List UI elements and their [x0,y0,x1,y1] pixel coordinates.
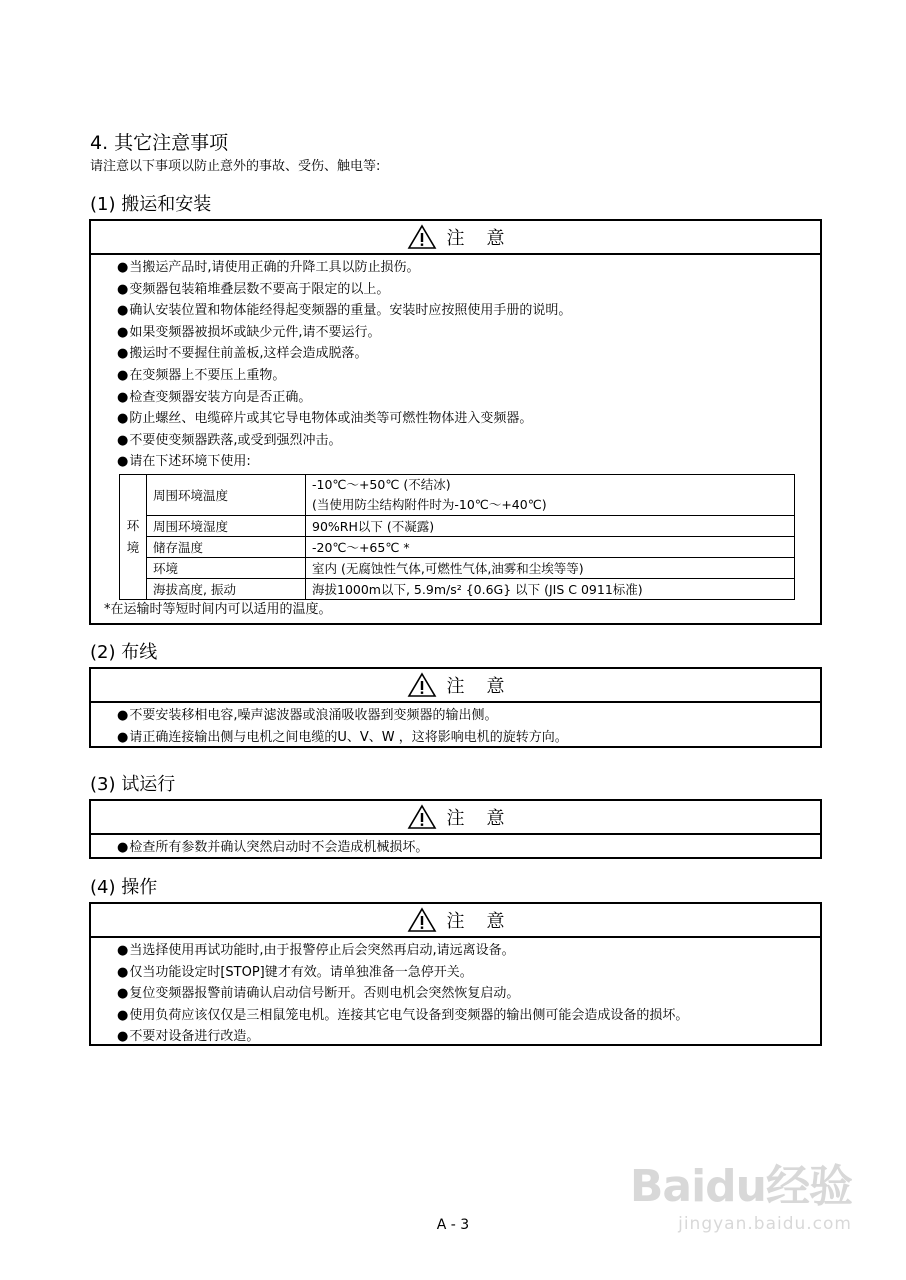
env-key: 环境 [147,557,306,578]
caution-header [91,669,820,703]
warning-triangle-icon [407,224,437,250]
list-item: ●不要安装移相电容,噪声滤波器或浪涌吸收器到变频器的输出侧。 [117,708,498,723]
env-side-label: 环 境 [120,474,147,599]
caution-label: 注意 [446,228,527,249]
caution-list [91,703,820,748]
list-item: ●当选择使用再试功能时,由于报警停止后会突然再启动,请远离设备。 [117,943,515,958]
list-item: ●不要使变频器跌落,或受到强烈冲击。 [117,432,342,448]
list-item: ●当搬运产品时,请使用正确的升降工具以防止损伤。 [117,260,420,275]
caution-header [91,801,820,835]
caution-list [91,938,820,1048]
caution-label: 注意 [446,911,527,932]
list-item: ●复位变频器报警前请确认启动信号断开。否则电机会突然恢复启动。 [117,986,520,1002]
list-item: ●不要对设备进行改造。 [117,1029,260,1045]
caution-header [91,904,820,938]
section-title-transport: (1) 搬运和安装 [90,194,212,215]
section-title-wiring: (2) 布线 [90,642,158,663]
warning-triangle-icon [407,672,437,698]
list-item: ●变频器包装箱堆叠层数不要高于限定的以上。 [117,281,390,297]
page-number: A - 3 [436,1217,470,1233]
list-item: ●在变频器上不要压上重物。 [117,367,286,383]
env-value: 海拔1000m以下, 5.9m/s² {0.6G} 以下 (JIS C 0911标准) [306,578,795,599]
list-item: ●使用负荷应该仅仅是三相鼠笼电机。连接其它电气设备到变频器的输出侧可能会造成设备的损坏。 [117,1007,689,1023]
section-title-test-run: (3) 试运行 [90,774,176,795]
env-value: 90%RH以下 (不凝露) [306,515,795,536]
caution-header [91,221,820,255]
list-item: ●请正确连接输出侧与电机之间电缆的U、V、W ，这将影响电机的旋转方向。 [117,729,568,745]
list-item: ●检查所有参数并确认突然启动时不会造成机械损坏。 [117,840,429,855]
caution-box-test-run [89,799,822,859]
caution-box-wiring [89,667,822,748]
list-item: ●如果变频器被损坏或缺少元件,请不要运行。 [117,324,381,340]
env-key: 储存温度 [147,536,306,557]
env-value: -20℃～+65℃ * [306,536,795,557]
page-heading: 4. 其它注意事项 [90,132,229,154]
caution-label: 注意 [446,808,527,829]
list-item: ●防止螺丝、电缆碎片或其它导电物体或油类等可燃性物体进入变频器。 [117,411,533,427]
list-item: ●检查变频器安装方向是否正确。 [117,389,312,405]
section-title-operation: (4) 操作 [90,877,158,898]
caution-box-transport [89,219,822,625]
caution-label: 注意 [446,676,527,697]
list-item: ●确认安装位置和物体能经得起变频器的重量。安装时应按照使用手册的说明。 [117,303,572,319]
env-key: 周围环境温度 [147,474,306,515]
list-item: ●搬运时不要握住前盖板,这样会造成脱落。 [117,346,368,362]
list-item: ●仅当功能设定时[STOP]键才有效。请单独准备一急停开关。 [117,964,473,980]
env-key: 周围环境湿度 [147,515,306,536]
caution-box-operation [89,902,822,1046]
env-footnote: *在运输时等短时间内可以适用的温度。 [104,601,332,617]
warning-triangle-icon [407,907,437,933]
warning-triangle-icon [407,804,437,830]
caution-list [91,835,820,859]
env-value: -10℃～+50℃ (不结冰) (当使用防尘结构附件时为-10℃～+40℃) [306,474,795,515]
environment-table [119,474,795,600]
env-key: 海拔高度, 振动 [147,578,306,599]
intro-text: 请注意以下事项以防止意外的事故、受伤、触电等: [90,159,381,174]
caution-list [91,255,820,620]
list-item: ●请在下述环境下使用: [117,454,251,470]
env-value: 室内 (无腐蚀性气体,可燃性气体,油雾和尘埃等等) [306,557,795,578]
baidu-watermark: Baidu经验 jingyan.baidu.com [629,1161,852,1234]
